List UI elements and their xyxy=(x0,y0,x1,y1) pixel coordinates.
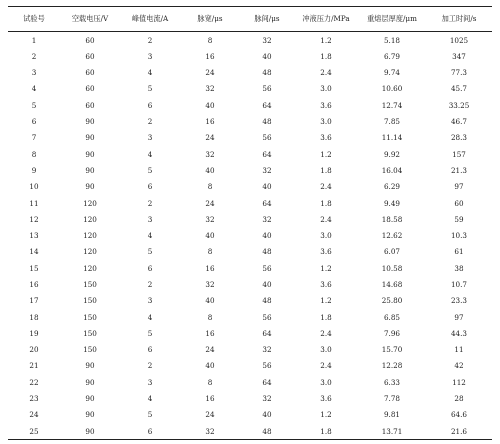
table-body xyxy=(8,32,492,440)
cell-machining-time: 23.3 xyxy=(450,296,467,306)
cell-pulse-interval: 40 xyxy=(262,182,272,192)
table-row xyxy=(8,146,492,162)
cell-machining-time: 347 xyxy=(452,51,466,61)
table-row xyxy=(8,211,492,227)
cell-pulse-width: 32 xyxy=(180,423,240,440)
cell-machining-time: 97 xyxy=(454,182,464,192)
cell-no-load-voltage: 90 xyxy=(60,423,120,440)
cell-peak-current: 4 xyxy=(147,149,153,159)
cell-pulse-width: 8 xyxy=(207,247,213,257)
cell-trial-no: 11 xyxy=(29,198,39,208)
table-row xyxy=(8,48,492,64)
cell-pulse-width: 24 xyxy=(205,198,215,208)
cell-trial-no: 3 xyxy=(31,68,37,78)
cell-pulse-interval: 56 xyxy=(262,263,272,273)
cell-recast-layer-thickness: 9.81 xyxy=(383,410,400,420)
cell-no-load-voltage: 90 xyxy=(85,394,95,404)
cell-flushing-pressure: 3.0 xyxy=(320,231,332,241)
cell-peak-current: 6 xyxy=(120,423,180,440)
cell-trial-no: 17 xyxy=(29,296,39,306)
cell-recast-layer-thickness: 6.79 xyxy=(383,51,400,61)
cell-flushing-pressure: 1.2 xyxy=(320,296,332,306)
cell-pulse-interval: 40 xyxy=(262,51,272,61)
cell-recast-layer-thickness: 9.92 xyxy=(383,149,400,159)
cell-pulse-width: 40 xyxy=(205,296,215,306)
cell-flushing-pressure: 2.4 xyxy=(320,328,332,338)
table-row xyxy=(8,162,492,178)
cell-pulse-interval: 32 xyxy=(262,35,272,45)
cell-peak-current: 3 xyxy=(147,296,153,306)
header-peak-current: 峰值电流/A xyxy=(120,7,180,32)
table-row xyxy=(8,374,492,390)
table-row xyxy=(8,81,492,97)
cell-trial-no: 6 xyxy=(31,117,37,127)
cell-trial-no: 16 xyxy=(29,280,39,289)
experiment-results-table xyxy=(8,6,492,440)
cell-pulse-width: 32 xyxy=(205,149,215,159)
cell-peak-current: 2 xyxy=(147,35,153,45)
cell-recast-layer-thickness: 7.85 xyxy=(383,117,400,127)
cell-pulse-width: 8 xyxy=(207,35,213,45)
cell-trial-no: 2 xyxy=(31,51,37,61)
table-row xyxy=(8,423,492,440)
cell-recast-layer-thickness: 7.96 xyxy=(383,328,400,338)
cell-trial-no: 7 xyxy=(31,133,37,143)
cell-recast-layer-thickness: 25.80 xyxy=(381,296,403,306)
table-row xyxy=(8,407,492,423)
cell-trial-no: 10 xyxy=(29,182,39,192)
cell-pulse-interval: 32 xyxy=(262,394,272,404)
cell-recast-layer-thickness: 9.49 xyxy=(383,198,400,208)
cell-no-load-voltage: 150 xyxy=(83,280,97,289)
cell-flushing-pressure: 1.2 xyxy=(320,35,332,45)
cell-trial-no: 14 xyxy=(29,247,39,257)
table-row xyxy=(8,65,492,81)
cell-machining-time: 77.3 xyxy=(450,68,467,78)
header-machining-time: 加工时间/s xyxy=(426,7,492,32)
cell-pulse-width: 40 xyxy=(205,100,215,110)
cell-recast-layer-thickness: 10.60 xyxy=(381,84,403,94)
cell-pulse-width: 16 xyxy=(205,51,215,61)
cell-peak-current: 6 xyxy=(147,263,153,273)
cell-pulse-width: 16 xyxy=(205,328,215,338)
table-row xyxy=(8,130,492,146)
cell-recast-layer-thickness: 10.58 xyxy=(381,263,403,273)
cell-recast-layer-thickness: 15.70 xyxy=(381,345,403,355)
header-row xyxy=(8,7,492,32)
cell-flushing-pressure: 2.4 xyxy=(320,361,332,371)
cell-trial-no: 25 xyxy=(8,423,60,440)
cell-recast-layer-thickness: 6.33 xyxy=(383,377,400,387)
cell-peak-current: 2 xyxy=(147,361,153,371)
cell-machining-time: 46.7 xyxy=(450,117,467,127)
header-recast-layer-thickness: 重熔层厚度/μm xyxy=(358,7,426,32)
cell-machining-time: 45.7 xyxy=(450,84,467,94)
table-row xyxy=(8,260,492,276)
cell-pulse-interval: 48 xyxy=(262,296,272,306)
cell-pulse-width: 16 xyxy=(205,394,215,404)
cell-flushing-pressure: 3.6 xyxy=(320,280,332,289)
cell-no-load-voltage: 90 xyxy=(85,377,95,387)
cell-trial-no: 5 xyxy=(31,100,37,110)
cell-peak-current: 2 xyxy=(147,198,153,208)
cell-recast-layer-thickness: 18.58 xyxy=(381,214,403,224)
cell-peak-current: 3 xyxy=(147,377,153,387)
cell-trial-no: 8 xyxy=(31,149,37,159)
header-trial-no: 试验号 xyxy=(8,7,60,32)
cell-machining-time: 44.3 xyxy=(450,328,467,338)
cell-machining-time: 21.3 xyxy=(450,165,467,175)
cell-trial-no: 12 xyxy=(29,214,39,224)
cell-peak-current: 6 xyxy=(147,182,153,192)
cell-pulse-width: 8 xyxy=(207,312,213,322)
cell-pulse-interval: 40 xyxy=(262,280,272,289)
cell-peak-current: 3 xyxy=(147,51,153,61)
cell-recast-layer-thickness: 14.68 xyxy=(381,280,403,289)
cell-pulse-interval: 56 xyxy=(262,84,272,94)
cell-recast-layer-thickness: 12.28 xyxy=(381,361,403,371)
cell-flushing-pressure: 3.0 xyxy=(320,117,332,127)
cell-machining-time: 33.25 xyxy=(448,100,470,110)
cell-pulse-interval: 56 xyxy=(262,133,272,143)
cell-flushing-pressure: 1.8 xyxy=(320,198,332,208)
cell-peak-current: 5 xyxy=(147,328,153,338)
cell-no-load-voltage: 60 xyxy=(85,100,95,110)
cell-flushing-pressure: 2.4 xyxy=(320,68,332,78)
table-row xyxy=(8,32,492,49)
cell-pulse-width: 40 xyxy=(205,165,215,175)
cell-recast-layer-thickness: 13.71 xyxy=(358,423,426,440)
cell-peak-current: 6 xyxy=(147,100,153,110)
cell-pulse-width: 32 xyxy=(205,280,215,289)
cell-flushing-pressure: 3.0 xyxy=(320,345,332,355)
table-row xyxy=(8,325,492,341)
cell-machining-time: 64.6 xyxy=(450,410,467,420)
cell-pulse-width: 32 xyxy=(205,214,215,224)
cell-peak-current: 6 xyxy=(147,345,153,355)
header-flushing-pressure: 冲液压力/MPa xyxy=(294,7,358,32)
cell-machining-time: 10.3 xyxy=(450,231,467,241)
cell-trial-no: 13 xyxy=(29,231,39,241)
cell-peak-current: 5 xyxy=(147,84,153,94)
cell-no-load-voltage: 120 xyxy=(83,231,97,241)
cell-trial-no: 23 xyxy=(29,394,39,404)
cell-machining-time: 28 xyxy=(454,394,464,404)
cell-flushing-pressure: 2.4 xyxy=(320,214,332,224)
cell-pulse-width: 24 xyxy=(205,410,215,420)
table-row xyxy=(8,244,492,260)
header-pulse-width: 脉宽/μs xyxy=(180,7,240,32)
cell-no-load-voltage: 150 xyxy=(83,345,97,355)
cell-recast-layer-thickness: 5.18 xyxy=(383,35,400,45)
cell-pulse-width: 24 xyxy=(205,68,215,78)
cell-machining-time: 1025 xyxy=(449,35,469,45)
cell-pulse-width: 16 xyxy=(205,117,215,127)
cell-no-load-voltage: 60 xyxy=(85,84,95,94)
cell-pulse-width: 32 xyxy=(205,84,215,94)
table-row xyxy=(8,195,492,211)
cell-peak-current: 4 xyxy=(147,231,153,241)
cell-pulse-interval: 64 xyxy=(262,198,272,208)
table-header xyxy=(8,7,492,32)
cell-pulse-interval: 48 xyxy=(262,247,272,257)
cell-machining-time: 10.7 xyxy=(450,280,467,289)
cell-no-load-voltage: 90 xyxy=(85,410,95,420)
cell-flushing-pressure: 3.6 xyxy=(320,133,332,143)
cell-pulse-interval: 48 xyxy=(240,423,294,440)
table-row xyxy=(8,228,492,244)
table-row xyxy=(8,358,492,374)
cell-pulse-width: 8 xyxy=(207,182,213,192)
cell-pulse-width: 8 xyxy=(207,377,213,387)
cell-peak-current: 2 xyxy=(147,280,153,289)
table-row xyxy=(8,391,492,407)
cell-no-load-voltage: 120 xyxy=(83,214,97,224)
cell-machining-time: 97 xyxy=(454,312,464,322)
cell-no-load-voltage: 90 xyxy=(85,361,95,371)
cell-no-load-voltage: 150 xyxy=(83,328,97,338)
cell-recast-layer-thickness: 6.07 xyxy=(383,247,400,257)
cell-flushing-pressure: 1.8 xyxy=(294,423,358,440)
cell-machining-time: 60 xyxy=(454,198,464,208)
cell-no-load-voltage: 60 xyxy=(85,35,95,45)
cell-peak-current: 3 xyxy=(147,133,153,143)
cell-trial-no: 4 xyxy=(31,84,37,94)
table-row xyxy=(8,309,492,325)
cell-machining-time: 112 xyxy=(452,377,466,387)
cell-flushing-pressure: 3.6 xyxy=(320,394,332,404)
cell-pulse-interval: 64 xyxy=(262,149,272,159)
cell-flushing-pressure: 1.8 xyxy=(320,312,332,322)
cell-flushing-pressure: 1.2 xyxy=(320,263,332,273)
cell-flushing-pressure: 1.2 xyxy=(320,149,332,159)
cell-no-load-voltage: 120 xyxy=(83,247,97,257)
cell-flushing-pressure: 3.6 xyxy=(320,247,332,257)
cell-peak-current: 4 xyxy=(147,394,153,404)
cell-no-load-voltage: 60 xyxy=(85,68,95,78)
cell-recast-layer-thickness: 12.62 xyxy=(381,231,403,241)
cell-machining-time: 157 xyxy=(452,149,466,159)
cell-pulse-interval: 64 xyxy=(262,100,272,110)
cell-flushing-pressure: 1.2 xyxy=(320,410,332,420)
cell-pulse-interval: 32 xyxy=(262,214,272,224)
table-row xyxy=(8,276,492,292)
cell-trial-no: 19 xyxy=(29,328,39,338)
cell-pulse-width: 24 xyxy=(205,133,215,143)
cell-pulse-width: 24 xyxy=(205,345,215,355)
cell-flushing-pressure: 3.6 xyxy=(320,100,332,110)
table-row xyxy=(8,293,492,309)
cell-no-load-voltage: 90 xyxy=(85,117,95,127)
cell-recast-layer-thickness: 11.14 xyxy=(381,133,403,143)
cell-pulse-interval: 32 xyxy=(262,165,272,175)
cell-pulse-interval: 40 xyxy=(262,410,272,420)
cell-machining-time: 21.6 xyxy=(426,423,492,440)
cell-flushing-pressure: 1.8 xyxy=(320,165,332,175)
cell-recast-layer-thickness: 7.78 xyxy=(383,394,400,404)
cell-trial-no: 9 xyxy=(31,165,37,175)
cell-trial-no: 18 xyxy=(29,312,39,322)
cell-pulse-width: 40 xyxy=(205,361,215,371)
cell-machining-time: 38 xyxy=(454,263,464,273)
cell-no-load-voltage: 90 xyxy=(85,182,95,192)
cell-flushing-pressure: 1.8 xyxy=(320,51,332,61)
cell-no-load-voltage: 150 xyxy=(83,296,97,306)
cell-peak-current: 4 xyxy=(147,312,153,322)
cell-recast-layer-thickness: 12.74 xyxy=(381,100,403,110)
header-pulse-interval: 脉间/μs xyxy=(240,7,294,32)
cell-peak-current: 2 xyxy=(147,117,153,127)
cell-machining-time: 42 xyxy=(454,361,464,371)
cell-trial-no: 15 xyxy=(29,263,39,273)
cell-machining-time: 59 xyxy=(454,214,464,224)
cell-pulse-interval: 32 xyxy=(262,345,272,355)
cell-pulse-interval: 64 xyxy=(262,377,272,387)
cell-peak-current: 3 xyxy=(147,214,153,224)
cell-no-load-voltage: 90 xyxy=(85,149,95,159)
cell-no-load-voltage: 120 xyxy=(83,263,97,273)
cell-pulse-interval: 56 xyxy=(262,312,272,322)
cell-pulse-width: 40 xyxy=(205,231,215,241)
cell-pulse-width: 16 xyxy=(205,263,215,273)
cell-flushing-pressure: 3.0 xyxy=(320,377,332,387)
cell-peak-current: 5 xyxy=(147,410,153,420)
cell-trial-no: 1 xyxy=(31,35,37,45)
cell-pulse-interval: 56 xyxy=(262,361,272,371)
cell-machining-time: 61 xyxy=(454,247,464,257)
table-row xyxy=(8,342,492,358)
cell-peak-current: 5 xyxy=(147,247,153,257)
cell-pulse-interval: 40 xyxy=(262,231,272,241)
cell-trial-no: 22 xyxy=(29,377,39,387)
cell-trial-no: 24 xyxy=(29,410,39,420)
table-row xyxy=(8,97,492,113)
cell-flushing-pressure: 2.4 xyxy=(320,182,332,192)
cell-pulse-interval: 64 xyxy=(262,328,272,338)
cell-recast-layer-thickness: 6.85 xyxy=(383,312,400,322)
cell-machining-time: 28.3 xyxy=(450,133,467,143)
cell-no-load-voltage: 90 xyxy=(85,165,95,175)
cell-trial-no: 20 xyxy=(29,345,39,355)
cell-peak-current: 4 xyxy=(147,68,153,78)
cell-no-load-voltage: 120 xyxy=(83,198,97,208)
cell-peak-current: 5 xyxy=(147,165,153,175)
cell-no-load-voltage: 90 xyxy=(85,133,95,143)
cell-machining-time: 11 xyxy=(454,345,464,355)
cell-pulse-interval: 48 xyxy=(262,68,272,78)
cell-recast-layer-thickness: 9.74 xyxy=(383,68,400,78)
cell-recast-layer-thickness: 16.04 xyxy=(381,165,403,175)
cell-pulse-interval: 48 xyxy=(262,117,272,127)
cell-recast-layer-thickness: 6.29 xyxy=(383,182,400,192)
cell-trial-no: 21 xyxy=(29,361,39,371)
table-row xyxy=(8,113,492,129)
table-row xyxy=(8,179,492,195)
cell-no-load-voltage: 150 xyxy=(83,312,97,322)
cell-flushing-pressure: 3.0 xyxy=(320,84,332,94)
cell-no-load-voltage: 60 xyxy=(85,51,95,61)
header-no-load-voltage: 空载电压/V xyxy=(60,7,120,32)
